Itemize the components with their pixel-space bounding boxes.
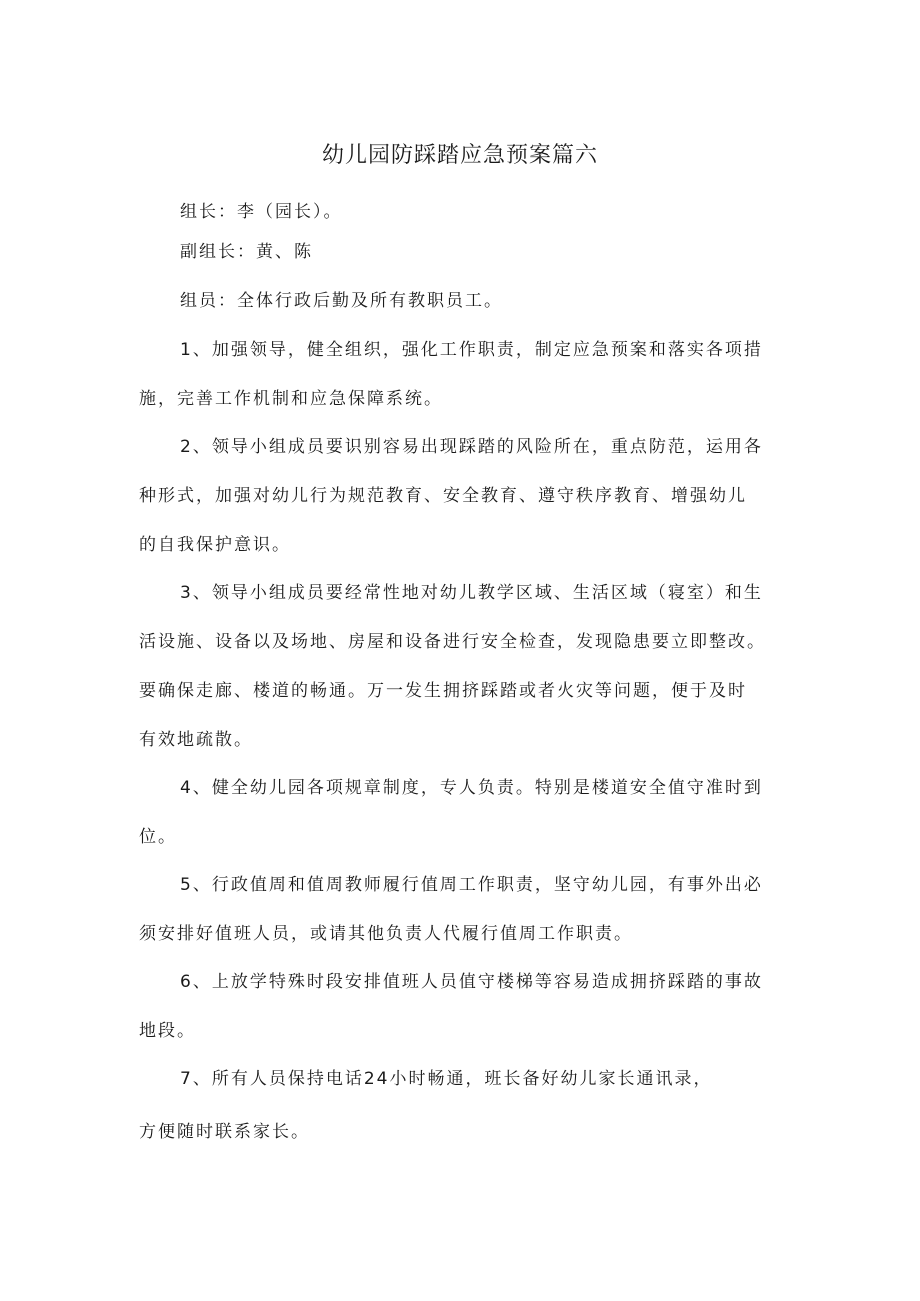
item-2-line-3: 的自我保护意识。 <box>139 535 291 555</box>
item-1-line-2: 施，完善工作机制和应急保障系统。 <box>139 389 443 409</box>
list-item <box>139 958 789 1056</box>
members-text: 组员：全体行政后勤及所有教职员工。 <box>180 291 503 311</box>
list-item <box>139 569 789 765</box>
leader-text: 组长：李（园长）。 <box>180 202 343 222</box>
page-title: 幼儿园防踩踏应急预案篇六 <box>321 143 598 168</box>
list-item <box>139 423 789 570</box>
item-3-line-1: 3、领导小组成员要经常性地对幼儿教学区域、生活区域（寝室）和生 <box>180 583 763 603</box>
item-4-line-2: 位。 <box>139 827 177 847</box>
item-3-line-2: 活设施、设备以及场地、房屋和设备进行安全检查，发现隐患要立即整改。 <box>139 632 766 652</box>
item-1-line-1: 1、加强领导，健全组织，强化工作职责，制定应急预案和落实各项措 <box>180 340 763 360</box>
list-item <box>139 326 789 424</box>
item-4-line-1: 4、健全幼儿园各项规章制度，专人负责。特别是楼道安全值守准时到 <box>180 778 763 798</box>
list-item <box>139 1055 789 1157</box>
item-3-line-3: 要确保走廊、楼道的畅通。万一发生拥挤踩踏或者火灾等问题，便于及时 <box>139 681 747 701</box>
item-6-line-2: 地段。 <box>139 1021 196 1041</box>
members-line <box>139 277 789 326</box>
item-2-line-2: 种形式，加强对幼儿行为规范教育、安全教育、遵守秩序教育、增强幼儿 <box>139 486 747 506</box>
item-6-line-1: 6、上放学特殊时段安排值班人员值守楼梯等容易造成拥挤踩踏的事故 <box>180 972 763 992</box>
item-5-line-2: 须安排好值班人员，或请其他负责人代履行值周工作职责。 <box>139 924 633 944</box>
list-item <box>139 861 789 959</box>
item-7-line-1: 7、所有人员保持电话24小时畅通，班长备好幼儿家长通讯录， <box>180 1069 713 1089</box>
list-item <box>139 764 789 862</box>
vice-leader-text: 副组长：黄、陈 <box>180 242 313 262</box>
item-2-line-1: 2、领导小组成员要识别容易出现踩踏的风险所在，重点防范，运用各 <box>180 437 763 457</box>
vice-leader-line <box>139 228 789 277</box>
item-5-line-1: 5、行政值周和值周教师履行值周工作职责，坚守幼儿园，有事外出必 <box>180 875 763 895</box>
item-7-line-2: 方便随时联系家长。 <box>139 1122 310 1142</box>
item-3-line-4: 有效地疏散。 <box>139 730 253 750</box>
